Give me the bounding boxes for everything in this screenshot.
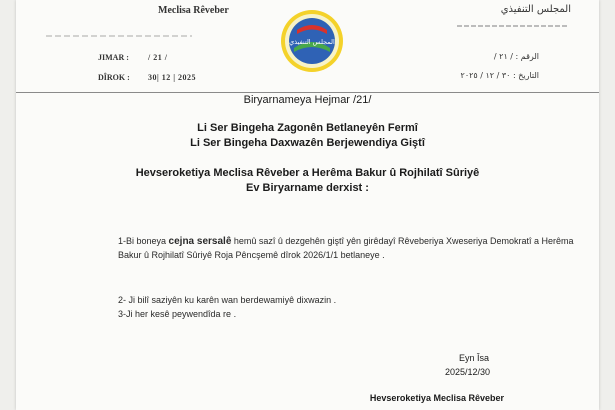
legal-basis-2: Li Ser Bingeha Daxwazên Berjewendiya Giştî xyxy=(190,137,425,149)
header-divider xyxy=(16,92,599,93)
signatory-title: Hevseroketiya Meclisa Rêveber xyxy=(369,393,504,403)
issuer-heading: Hevseroketiya Meclisa Rêveber a Herêma Bakur û Rojhilatî Sûriyê xyxy=(135,167,480,179)
issued-statement: Ev Biryarname derxist : xyxy=(246,182,369,194)
dirok-value: 30| 12 | 2025 xyxy=(148,73,197,82)
reference-number-arabic: الرقم : / ٢١ / xyxy=(493,52,539,61)
header-right-title: المجلس التنفيذي xyxy=(500,4,571,15)
council-emblem-logo xyxy=(279,8,345,74)
date-arabic: التاريخ : ٣٠ / ١٢ / ٢٠٢٥ xyxy=(460,71,539,80)
decision-title: Biryarnameya Hejmar /21/ xyxy=(243,94,372,106)
decision-item-3: 3-Ji her kesê peywendîda re . xyxy=(118,309,237,319)
svg-text:المجلس التنفيذي: المجلس التنفيذي xyxy=(289,38,335,46)
jimar-label: JIMAR : xyxy=(98,53,129,62)
reference-number-row xyxy=(98,53,167,62)
decision-item-2: 2- Ji bilî saziyên ku karên wan berdewamiyê dixwazin . xyxy=(118,295,337,305)
item-1-rest: hemû sazî û dezgehên giştî yên girêdayî Rêveberiya Xweseriya Demokratî a Herêma Bakur û Rojhilatî Sûriyê Roja Pêncşemê dîrok 2026/1/1 betlaneye . xyxy=(118,236,574,260)
item-1-highlight: cejna sersalê xyxy=(168,236,232,247)
dirok-label: DÎROK : xyxy=(98,73,130,82)
decision-item-1 xyxy=(118,235,578,261)
header-left-faint-text xyxy=(44,30,194,42)
signature-date: 2025/12/30 xyxy=(444,367,490,377)
document-page xyxy=(16,0,599,410)
signatory-place: Eyn Îsa xyxy=(458,353,489,363)
item-1-prefix: 1-Bi boneya xyxy=(118,236,169,246)
jimar-value: / 21 / xyxy=(148,53,168,62)
date-row xyxy=(98,73,196,82)
header-right-faint-text xyxy=(453,18,573,34)
legal-basis-1: Li Ser Bingeha Zagonên Betlaneyên Fermî xyxy=(197,122,418,134)
header-left-title: Meclisa Rêveber xyxy=(158,5,229,16)
